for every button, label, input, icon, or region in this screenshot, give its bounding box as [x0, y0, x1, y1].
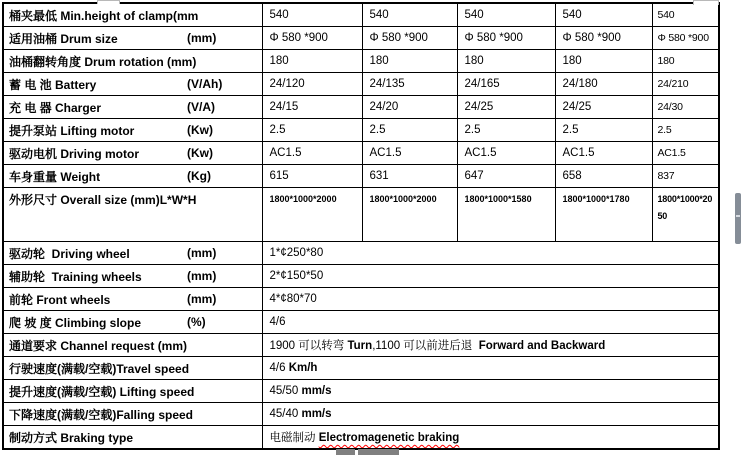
table-gridline-handle — [693, 0, 719, 5]
spec-value: 24/25 — [555, 96, 652, 119]
spec-row-overall-size — [3, 188, 719, 242]
spec-row-driving-wheel — [3, 242, 719, 265]
spec-row-drum-size — [3, 27, 719, 50]
horizontal-scrollbar-thumb[interactable] — [336, 449, 355, 455]
spec-value: Φ 580 *900 — [555, 27, 652, 50]
spec-value: 180 — [555, 50, 652, 73]
row-label: 前轮 Front wheels (mm) — [3, 288, 262, 311]
scrollbar-grip-icon — [736, 215, 740, 217]
horizontal-scrollbar-thumb[interactable] — [358, 449, 399, 455]
unit-label: (V/Ah) — [187, 77, 223, 91]
row-label: 制动方式 Braking type — [3, 426, 262, 450]
spec-value: 24/20 — [362, 96, 457, 119]
spec-value: 2.5 — [457, 119, 555, 142]
table-gridline-handle — [97, 0, 120, 4]
row-label: 油桶翻转角度 Drum rotation (mm) — [3, 50, 262, 73]
row-label: 驱动轮 Driving wheel (mm) — [3, 242, 262, 265]
spec-value: 电磁制动 Electromagenetic braking — [262, 426, 719, 450]
spec-value: 24/135 — [362, 73, 457, 96]
unit-label: (%) — [187, 315, 206, 329]
spec-value: 24/15 — [262, 96, 362, 119]
spec-value: 2.5 — [652, 119, 719, 142]
spec-row-climbing-slope — [3, 311, 719, 334]
vertical-scrollbar-thumb[interactable] — [735, 193, 741, 244]
spec-value: 1*¢250*80 — [262, 242, 719, 265]
unit-label: (Kw) — [187, 146, 213, 160]
spec-value: 540 — [457, 3, 555, 27]
row-label: 下降速度(满载/空载)Falling speed — [3, 403, 262, 426]
unit-label: (V/A) — [187, 100, 215, 114]
row-label: 驱动电机 Driving motor (Kw) — [3, 142, 262, 165]
spec-value: 180 — [652, 50, 719, 73]
row-label: 提升速度(满载/空载) Lifting speed — [3, 380, 262, 403]
spec-value: 180 — [262, 50, 362, 73]
row-label: 蓄 电 池 Battery (V/Ah) — [3, 73, 262, 96]
spec-value: AC1.5 — [262, 142, 362, 165]
spec-value: AC1.5 — [457, 142, 555, 165]
spec-value: 647 — [457, 165, 555, 188]
spec-value: 540 — [362, 3, 457, 27]
misspelled-text: Electromagenetic braking — [318, 432, 460, 444]
spec-row-front-wheels — [3, 288, 719, 311]
spec-value: 1800*1000*1780 — [555, 188, 652, 242]
unit-label: (mm) — [187, 31, 217, 45]
spec-value: 4*¢80*70 — [262, 288, 719, 311]
row-label: 外形尺寸 Overall size (mm)L*W*H — [3, 188, 262, 242]
spec-row-min-height-of-clamp — [3, 3, 719, 27]
spec-row-travel-speed — [3, 357, 719, 380]
spec-value: 2.5 — [362, 119, 457, 142]
spec-row-drum-rotation — [3, 50, 719, 73]
spec-value: 24/165 — [457, 73, 555, 96]
row-label: 车身重量 Weight (Kg) — [3, 165, 262, 188]
row-label: 行驶速度(满载/空载)Travel speed — [3, 357, 262, 380]
spec-value: 540 — [262, 3, 362, 27]
unit-label: (Kg) — [187, 169, 211, 183]
spec-value: 540 — [652, 3, 719, 27]
spec-value: 24/25 — [457, 96, 555, 119]
row-label: 桶夹最低 Min.height of clamp(mm — [3, 3, 262, 27]
spec-row-braking-type — [3, 426, 719, 450]
row-label: 提升泵站 Lifting motor (Kw) — [3, 119, 262, 142]
spec-value: 1900 可以转弯 Turn,1100 可以前进后退 Forward and Backward — [262, 334, 719, 357]
spec-value: 45/50 mm/s — [262, 380, 719, 403]
spec-value: Φ 580 *900 — [262, 27, 362, 50]
spec-value: 24/210 — [652, 73, 719, 96]
spec-value: AC1.5 — [652, 142, 719, 165]
spec-value: 837 — [652, 165, 719, 188]
spec-value: 631 — [362, 165, 457, 188]
spec-value: 1800*1000*2000 — [262, 188, 362, 242]
unit-label: (mm) — [187, 246, 217, 260]
spec-row-battery — [3, 73, 719, 96]
spec-value: 2.5 — [555, 119, 652, 142]
spec-value: 45/40 mm/s — [262, 403, 719, 426]
unit-label: (mm) — [187, 269, 217, 283]
row-label: 适用油桶 Drum size (mm) — [3, 27, 262, 50]
spec-row-channel-request — [3, 334, 719, 357]
spec-value: 615 — [262, 165, 362, 188]
unit-label: (mm) — [187, 292, 217, 306]
spec-value: 24/30 — [652, 96, 719, 119]
unit-label: (Kw) — [187, 123, 213, 137]
spec-value: 2*¢150*50 — [262, 265, 719, 288]
spec-value: AC1.5 — [362, 142, 457, 165]
spec-value: 4/6 Km/h — [262, 357, 719, 380]
spec-value: 2.5 — [262, 119, 362, 142]
spec-row-weight — [3, 165, 719, 188]
spec-value: 180 — [362, 50, 457, 73]
spec-value: 658 — [555, 165, 652, 188]
row-label: 爬 坡 度 Climbing slope (%) — [3, 311, 262, 334]
spec-value: 1800*1000*1580 — [457, 188, 555, 242]
spec-value: 4/6 — [262, 311, 719, 334]
row-label: 通道要求 Channel request (mm) — [3, 334, 262, 357]
spec-value: Φ 580 *900 — [457, 27, 555, 50]
spec-value: 24/180 — [555, 73, 652, 96]
spec-row-lifting-motor — [3, 119, 719, 142]
spec-value: Φ 580 *900 — [652, 27, 719, 50]
spec-value: 1800*1000*2050 — [652, 188, 719, 242]
row-label: 充 电 器 Charger (V/A) — [3, 96, 262, 119]
spec-value: Φ 580 *900 — [362, 27, 457, 50]
row-label: 辅助轮 Training wheels (mm) — [3, 265, 262, 288]
spec-row-lifting-speed — [3, 380, 719, 403]
spec-row-training-wheels — [3, 265, 719, 288]
spec-value: 180 — [457, 50, 555, 73]
spec-value: 1800*1000*2000 — [362, 188, 457, 242]
spec-value: 540 — [555, 3, 652, 27]
spec-value: AC1.5 — [555, 142, 652, 165]
spec-value: 24/120 — [262, 73, 362, 96]
specification-table — [2, 2, 720, 450]
spec-row-driving-motor — [3, 142, 719, 165]
spec-row-charger — [3, 96, 719, 119]
spec-row-falling-speed — [3, 403, 719, 426]
